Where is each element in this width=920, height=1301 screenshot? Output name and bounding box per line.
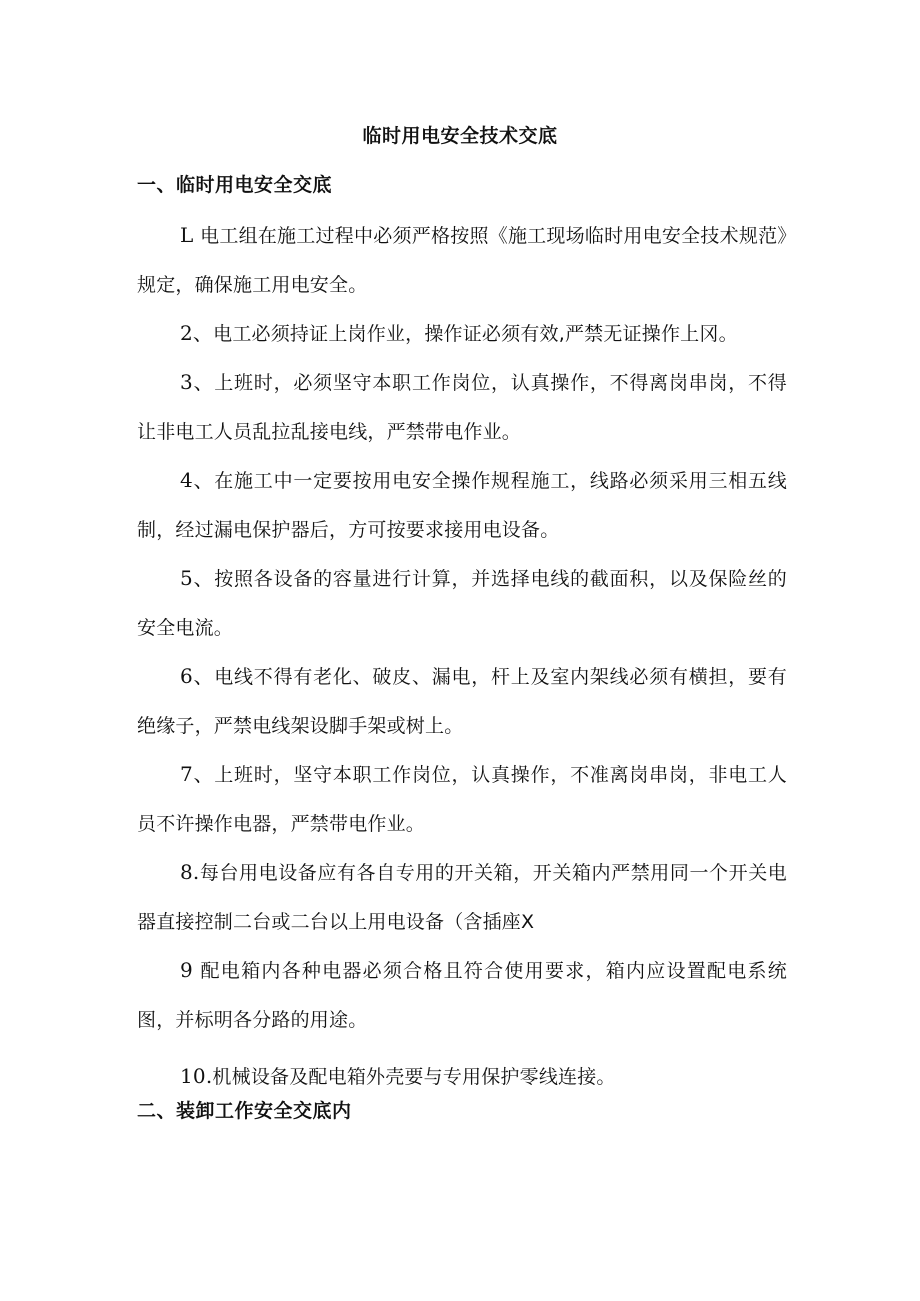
list-item-8 [137, 848, 787, 947]
item-number: 4、 [180, 468, 215, 492]
item-text: 配电箱内各种电器必须合格且符合使用要求，箱内应设置配电系统图，并标明各分路的用途。 [137, 960, 787, 1031]
item-text: 电工组在施工过程中必须严格按照《施工现场临时用电安全技术规范》规定，确保施工用电安全。 [137, 225, 788, 296]
item-text: 机械设备及配电箱外壳要与专用保护零线连接。 [212, 1066, 616, 1088]
item-text: 电线不得有老化、破皮、漏电，杆上及室内架线必须有横担，要有绝缘子，严禁电线架设脚手架或树上。 [137, 666, 787, 737]
item-text: 按照各设备的容量进行计算，并选择电线的截面积，以及保险丝的安全电流。 [137, 568, 787, 639]
section-heading-2: 二、装卸工作安全交底内 [137, 1100, 352, 1122]
item-number: 9 [180, 958, 201, 982]
item-text: 上班时，坚守本职工作岗位，认真操作，不准离岗串岗，非电工人员不许操作电器，严禁带电作业。 [137, 764, 787, 835]
list-item-10 [137, 1052, 787, 1102]
item-number: 3、 [180, 370, 215, 394]
list-item-1 [137, 211, 787, 310]
item-text: 上班时，必须坚守本职工作岗位，认真操作，不得离岗串岗，不得让非电工人员乱拉乱接电线，严禁带电作业。 [137, 372, 787, 443]
list-item-6 [137, 652, 787, 751]
list-item-5 [137, 554, 787, 653]
item-number: 8. [180, 860, 200, 884]
item-text: 每台用电设备应有各自专用的开关箱，开关箱内严禁用同一个开关电器直接控制二台或二台以上用电设备（含插座X [137, 862, 787, 933]
item-number: 6、 [180, 664, 215, 688]
item-number: 10. [180, 1064, 213, 1088]
section-heading-1: 一、临时用电安全交底 [137, 174, 333, 196]
item-number: L [180, 223, 201, 247]
item-number: 5、 [180, 566, 215, 590]
item-number: 2、 [180, 321, 214, 345]
item-text: 电工必须持证上岗作业，操作证必须有效,严禁无证操作上冈。 [213, 323, 738, 345]
list-item-3 [137, 358, 787, 457]
item-number: 7、 [180, 762, 215, 786]
page-title: 临时用电安全技术交底 [362, 125, 558, 147]
list-item-4 [137, 456, 787, 555]
list-item-9 [137, 946, 787, 1045]
list-item-2 [137, 309, 787, 359]
list-item-7 [137, 750, 787, 849]
item-text: 在施工中一定要按用电安全操作规程施工，线路必须采用三相五线制，经过漏电保护器后，方可按要求接用电设备。 [137, 470, 787, 541]
